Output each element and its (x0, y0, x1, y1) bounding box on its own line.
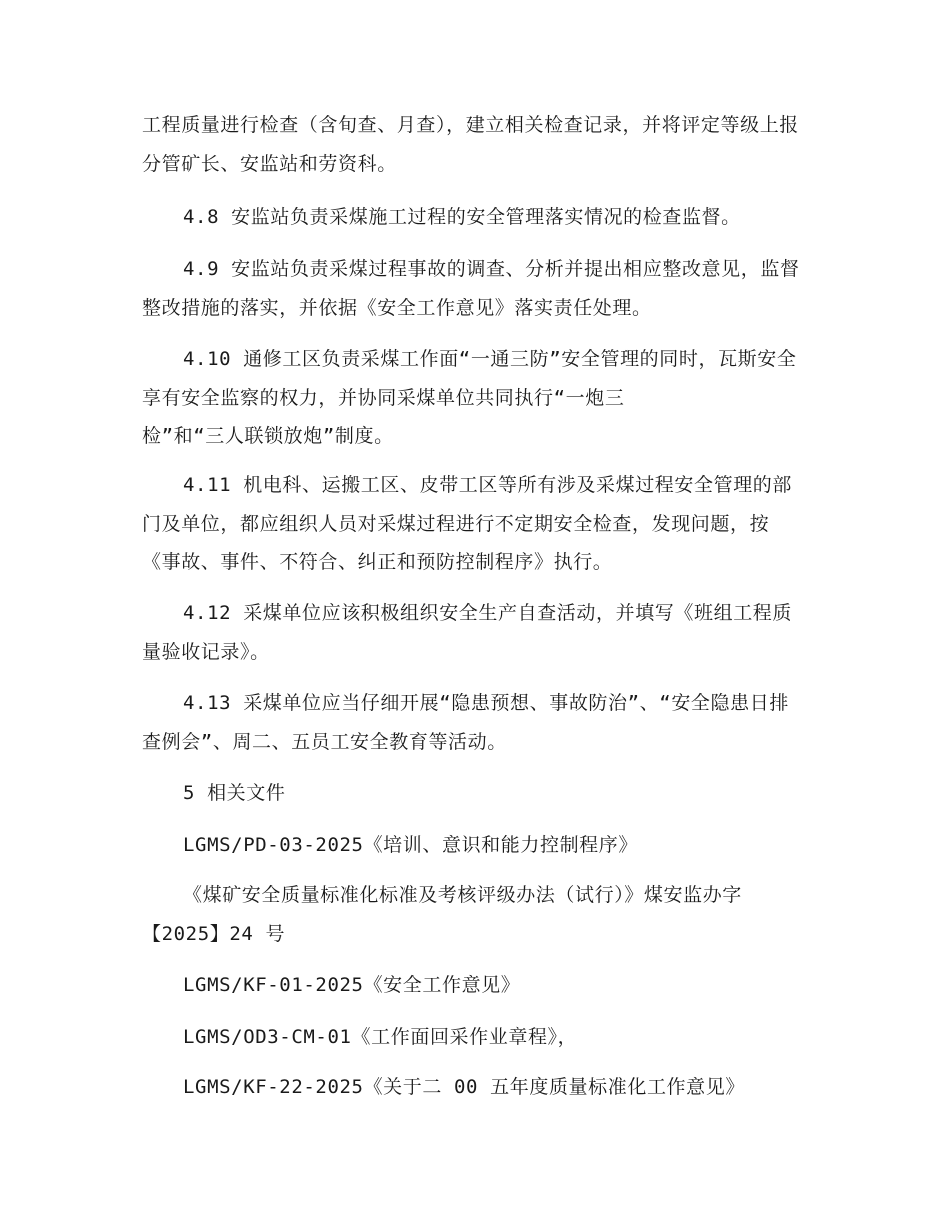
related-file-item: LGMS/KF-01-2025《安全工作意见》 (183, 974, 521, 996)
related-file-item: LGMS/PD-03-2025《培训、意识和能力控制程序》 (183, 834, 638, 856)
paragraph-4-12: 4.12 采煤单位应该积极组织安全生产自查活动，并填写《班组工程质量验收记录》。 (142, 602, 792, 663)
paragraph-4-11: 4.11 机电科、运搬工区、皮带工区等所有涉及采煤过程安全管理的部门及单位，都应组织人员对采煤过程进行不定期安全检查，发现问题，按《事故、事件、不符合、纠正和预防控制程序》执行。 (142, 474, 792, 573)
related-file-item: LGMS/OD3-CM-01《工作面回采作业章程》， (183, 1026, 578, 1048)
paragraph-4-9: 4.9 安监站负责采煤过程事故的调查、分析并提出相应整改意见，监督整改措施的落实，并依据《安全工作意见》落实责任处理。 (142, 258, 800, 319)
related-file-item: 《煤矿安全质量标准化标准及考核评级办法（试行）》煤安监办字【2025】24 号 (142, 884, 742, 945)
paragraph-4-8: 4.8 安监站负责采煤施工过程的安全管理落实情况的检查监督。 (183, 206, 741, 228)
paragraph-continuation: 工程质量进行检查（含旬查、月查），建立相关检查记录，并将评定等级上报分管矿长、安监站和劳资科。 (142, 114, 799, 175)
paragraph-4-10: 4.10 通修工区负责采煤工作面“一通三防”安全管理的同时，瓦斯安全享有安全监察的权力，并协同采煤单位共同执行“一炮三 检”和“三人联锁放炮”制度。 (142, 348, 797, 447)
related-file-item: LGMS/KF-22-2025《关于二 00 五年度质量标准化工作意见》 (183, 1076, 745, 1098)
section-heading-related-files: 5 相关文件 (183, 782, 286, 804)
paragraph-4-13: 4.13 采煤单位应当仔细开展“隐患预想、事故防治”、“安全隐患日排查例会”、周二、五员工安全教育等活动。 (142, 692, 789, 753)
